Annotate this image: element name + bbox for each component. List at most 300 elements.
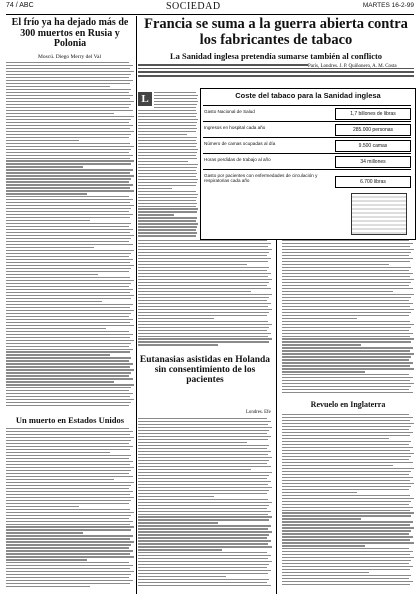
body-text-line — [6, 485, 131, 486]
main-article-byline: París, Londres. J. P. Quiñonero, A. M. Costa — [308, 64, 397, 69]
body-text-line — [138, 448, 267, 449]
body-text-line — [6, 381, 114, 382]
body-text-line — [6, 482, 134, 483]
body-text-line — [138, 451, 271, 452]
body-text-line — [6, 214, 133, 215]
body-text-line — [138, 534, 269, 535]
body-text-line — [6, 229, 133, 230]
body-text-line — [6, 95, 133, 96]
body-text-line — [6, 529, 131, 530]
body-text-line — [282, 309, 414, 310]
body-text-line — [282, 273, 413, 274]
row-value: 34 millones — [335, 156, 411, 168]
body-text-line — [6, 515, 131, 516]
column-rule — [136, 16, 137, 594]
body-text-line — [282, 344, 361, 345]
body-text-line — [6, 390, 129, 391]
body-text-line — [282, 539, 410, 540]
body-text-line — [138, 427, 272, 428]
body-text-line — [282, 420, 410, 421]
main-article-title: Francia se suma a la guerra abierta contra los fabricantes de tabaco — [144, 16, 408, 48]
body-text-line — [138, 573, 268, 574]
body-text-line — [282, 362, 413, 363]
body-text-line — [6, 140, 79, 141]
body-text-line — [6, 160, 134, 161]
body-text-line — [138, 134, 187, 135]
body-text-line — [6, 289, 133, 290]
body-text-line — [6, 137, 129, 138]
body-text-line — [282, 347, 413, 348]
body-text-line — [138, 300, 267, 301]
body-text-line — [138, 279, 272, 280]
second-article-body — [138, 418, 272, 590]
body-text-line — [282, 515, 411, 516]
body-text-line — [6, 146, 134, 147]
body-text-line — [6, 310, 134, 311]
issue-date: MARTES 16-2-99 — [362, 2, 414, 9]
body-text-line — [138, 493, 267, 494]
body-text-line — [6, 110, 133, 111]
body-text-line — [138, 211, 197, 212]
left-article-title: El frío ya ha dejado más de 300 muertos en Rusia y Polonia — [11, 17, 129, 49]
body-text-line — [6, 568, 130, 569]
body-text-line — [282, 507, 413, 508]
body-text-line — [282, 486, 411, 487]
body-text-line — [282, 392, 413, 393]
body-text-line — [282, 447, 413, 448]
body-text-line — [6, 107, 129, 108]
body-text-line — [282, 356, 411, 357]
body-text-line — [6, 334, 133, 335]
row-value: 1,7 billones de libras — [335, 108, 411, 120]
body-text-line — [6, 238, 131, 239]
body-text-line — [138, 270, 267, 271]
body-text-line — [138, 570, 271, 571]
body-text-line — [282, 264, 389, 265]
body-text-line — [138, 522, 218, 523]
body-text-line — [138, 173, 197, 174]
body-text-line — [282, 371, 365, 372]
body-text-line — [138, 119, 198, 120]
table-title: Coste del tabaco para la Sanidad inglesa — [235, 91, 381, 100]
body-text-line — [138, 161, 188, 162]
body-text-line — [6, 172, 130, 173]
right-subhead: Revuelo en Inglaterra — [310, 400, 386, 409]
body-text-line — [6, 538, 130, 539]
body-text-line — [282, 584, 410, 585]
body-text-line — [6, 473, 129, 474]
body-text-line — [138, 273, 271, 274]
body-text-line — [6, 405, 129, 406]
body-text-line — [282, 483, 414, 484]
body-text-line — [138, 131, 196, 132]
body-text-line — [138, 433, 267, 434]
body-text-line — [6, 166, 83, 167]
body-text-line — [138, 558, 268, 559]
body-text-line — [6, 467, 134, 468]
body-text-line — [282, 330, 409, 331]
body-text-line — [282, 450, 410, 451]
body-text-line — [138, 229, 196, 230]
body-text-line — [6, 458, 129, 459]
right-article-body — [282, 414, 414, 590]
body-text-line — [6, 443, 129, 444]
body-text-line — [6, 437, 134, 438]
body-text-line — [6, 340, 134, 341]
body-text-line — [6, 92, 129, 93]
body-text-line — [6, 89, 131, 90]
body-text-line — [138, 445, 269, 446]
body-text-line — [138, 511, 271, 512]
body-text-line — [6, 363, 133, 364]
body-text-line — [138, 519, 269, 520]
body-text-line — [138, 341, 269, 342]
body-text-line — [282, 459, 409, 460]
body-text-line — [282, 324, 414, 325]
body-text-line — [6, 357, 131, 358]
body-text-line — [282, 444, 409, 445]
body-text-line — [138, 170, 196, 171]
body-text-line — [138, 167, 197, 168]
body-text-line — [6, 378, 133, 379]
body-text-line — [6, 116, 134, 117]
body-text-line — [6, 571, 134, 572]
body-text-line — [138, 555, 271, 556]
row-label: Horas perdidas de trabajo al año — [204, 157, 271, 162]
body-text-line — [138, 505, 269, 506]
body-text-line — [6, 331, 129, 332]
body-text-line — [6, 461, 133, 462]
body-text-line — [138, 582, 267, 583]
body-text-line — [6, 526, 134, 527]
body-text-line — [6, 190, 134, 191]
body-text-line — [282, 359, 409, 360]
body-text-line — [154, 95, 198, 96]
body-text-line — [138, 531, 272, 532]
body-text-line — [282, 510, 410, 511]
body-text-line — [6, 325, 134, 326]
body-text-line — [6, 479, 114, 480]
body-text-line — [6, 74, 131, 75]
body-text-line — [6, 247, 94, 248]
body-text-line — [138, 185, 196, 186]
body-text-line — [154, 104, 197, 105]
body-text-line — [138, 324, 272, 325]
body-text-line — [6, 524, 130, 525]
body-text-line — [138, 220, 196, 221]
section-name: SOCIEDAD — [166, 1, 221, 12]
body-text-line — [6, 464, 130, 465]
body-text-line — [6, 292, 130, 293]
body-text-line — [138, 200, 196, 201]
body-text-line — [282, 536, 413, 537]
body-text-line — [138, 502, 272, 503]
body-text-line — [138, 232, 197, 233]
body-text-line — [154, 107, 196, 108]
body-text-line — [138, 203, 197, 204]
body-text-line — [138, 564, 269, 565]
body-text-line — [6, 319, 133, 320]
body-text-line — [6, 202, 130, 203]
body-text-line — [282, 258, 413, 259]
main-article-subtitle: La Sanidad inglesa pretendía sumarse también al conflicto — [169, 51, 383, 61]
body-text-line — [138, 110, 196, 111]
body-text-line — [282, 575, 411, 576]
row-label: Número de camas ocupadas al día — [204, 141, 276, 146]
body-text-line — [138, 344, 218, 345]
body-text-line — [6, 149, 131, 150]
body-text-line — [6, 431, 133, 432]
body-text-line — [282, 282, 411, 283]
body-text-line — [138, 249, 272, 250]
body-text-line — [282, 285, 409, 286]
body-text-line — [138, 223, 198, 224]
body-text-line — [138, 143, 197, 144]
body-text-line — [138, 537, 267, 538]
body-text-line — [138, 122, 197, 123]
body-text-line — [138, 226, 197, 227]
body-text-line — [6, 509, 130, 510]
body-text-line — [282, 318, 357, 319]
body-text-line — [6, 295, 134, 296]
body-text-line — [6, 369, 134, 370]
body-text-line — [6, 360, 129, 361]
body-text-line — [6, 428, 129, 429]
body-text-line — [282, 521, 413, 522]
body-text-line — [282, 297, 411, 298]
body-text-line — [6, 337, 130, 338]
body-text-line — [138, 179, 198, 180]
body-text-line — [6, 125, 133, 126]
table-row — [203, 105, 411, 120]
body-text-line — [154, 92, 196, 93]
body-text-line — [6, 384, 134, 385]
body-text-line — [6, 455, 131, 456]
body-text-line — [138, 439, 268, 440]
body-text-line — [138, 472, 272, 473]
body-text-line — [282, 333, 413, 334]
body-text-line — [138, 255, 267, 256]
body-text-line — [6, 580, 133, 581]
body-text-line — [6, 143, 130, 144]
body-text-line — [6, 280, 134, 281]
body-text-line — [282, 315, 409, 316]
page-header — [6, 2, 414, 15]
body-text-line — [6, 223, 131, 224]
body-text-line — [138, 567, 267, 568]
body-text-line — [6, 65, 133, 66]
body-text-line — [282, 560, 411, 561]
body-text-line — [138, 508, 267, 509]
body-text-line — [138, 418, 267, 419]
body-text-line — [6, 80, 133, 81]
body-text-line — [138, 208, 198, 209]
body-text-line — [154, 98, 197, 99]
body-text-line — [138, 546, 272, 547]
body-text-line — [6, 178, 131, 179]
body-text-line — [138, 252, 269, 253]
body-text-line — [138, 318, 214, 319]
body-text-line — [282, 545, 365, 546]
body-text-line — [282, 365, 410, 366]
body-text-line — [6, 199, 133, 200]
body-text-line — [282, 377, 413, 378]
body-text-line — [282, 243, 413, 244]
body-text-line — [6, 343, 131, 344]
body-text-line — [282, 462, 413, 463]
body-text-line — [282, 353, 414, 354]
body-text-line — [6, 328, 106, 329]
body-text-line — [6, 169, 133, 170]
body-text-line — [138, 466, 271, 467]
body-text-line — [282, 518, 361, 519]
body-text-line — [282, 336, 410, 337]
body-text-line — [282, 489, 409, 490]
body-text-line — [282, 374, 409, 375]
body-text-line — [282, 465, 393, 466]
body-text-line — [138, 585, 271, 586]
body-text-line — [6, 500, 131, 501]
body-text-line — [282, 495, 410, 496]
body-text-line — [282, 524, 410, 525]
body-text-line — [6, 562, 129, 563]
body-text-line — [138, 576, 226, 577]
row-value: 6.700 libras — [335, 176, 411, 188]
body-text-line — [6, 313, 131, 314]
body-text-line — [282, 368, 414, 369]
body-text-line — [138, 214, 174, 215]
main-article-body-3 — [138, 240, 272, 350]
body-text-line — [138, 312, 269, 313]
row-label: Gasto por pacientes con enfermedades de circulación y respiratorias cada año — [204, 173, 318, 183]
body-text-line — [138, 243, 271, 244]
body-text-line — [282, 306, 410, 307]
body-text-line — [138, 338, 272, 339]
body-text-line — [6, 518, 129, 519]
body-text-line — [6, 541, 134, 542]
body-text-line — [138, 333, 271, 334]
body-text-line — [138, 288, 271, 289]
body-text-line — [138, 442, 247, 443]
body-text-line — [138, 330, 267, 331]
body-text-line — [6, 259, 133, 260]
body-text-line — [6, 503, 129, 504]
main-article-body — [154, 92, 198, 112]
main-article-body-2 — [138, 110, 198, 240]
body-text-line — [6, 205, 134, 206]
left-article-byline: Moscú. Diego Merry del Val — [38, 54, 101, 60]
body-text-line — [282, 294, 414, 295]
body-text-line — [138, 579, 269, 580]
body-text-line — [6, 298, 131, 299]
body-text-line — [282, 327, 411, 328]
body-text-line — [138, 543, 268, 544]
body-text-line — [282, 341, 411, 342]
table-row — [203, 153, 411, 168]
body-text-line — [282, 249, 414, 250]
body-text-line — [6, 547, 129, 548]
body-text-line — [138, 128, 197, 129]
body-text-line — [138, 176, 196, 177]
body-text-line — [282, 276, 410, 277]
row-label: Ingresos en hospital cada año — [204, 125, 266, 130]
body-text-line — [282, 474, 409, 475]
body-text-line — [282, 441, 411, 442]
body-text-line — [6, 402, 131, 403]
body-text-line — [6, 83, 130, 84]
body-text-line — [282, 300, 409, 301]
body-text-line — [6, 71, 134, 72]
body-text-line — [138, 282, 269, 283]
body-text-line — [282, 456, 411, 457]
body-text-line — [6, 226, 129, 227]
body-text-line — [282, 542, 414, 543]
body-text-line — [138, 164, 198, 165]
body-text-line — [282, 569, 410, 570]
body-text-line — [154, 101, 198, 102]
body-text-line — [6, 521, 133, 522]
body-text-line — [138, 267, 269, 268]
body-text-line — [6, 163, 131, 164]
body-text-line — [6, 553, 130, 554]
body-text-line — [6, 119, 131, 120]
body-text-line — [138, 206, 196, 207]
body-text-line — [6, 351, 130, 352]
body-text-line — [282, 453, 414, 454]
body-text-line — [6, 497, 134, 498]
body-text-line — [6, 446, 133, 447]
body-text-line — [6, 187, 130, 188]
body-text-line — [6, 574, 131, 575]
body-text-line — [138, 309, 272, 310]
body-text-line — [138, 490, 269, 491]
body-text-line — [282, 389, 409, 390]
body-text-line — [138, 454, 268, 455]
body-text-line — [6, 491, 133, 492]
body-text-line — [6, 155, 133, 156]
body-text-line — [6, 175, 134, 176]
second-article-place: Londres. Efe — [246, 410, 271, 415]
body-text-line — [138, 552, 267, 553]
body-text-line — [6, 476, 133, 477]
body-text-line — [6, 122, 129, 123]
body-text-line — [138, 487, 272, 488]
body-text-line — [282, 530, 411, 531]
body-text-line — [6, 268, 131, 269]
body-text-line — [282, 386, 411, 387]
page-number: 74 / ABC — [6, 2, 34, 9]
body-text-line — [282, 312, 411, 313]
main-article-body-right — [282, 240, 414, 396]
body-text-line — [6, 452, 110, 453]
body-text-line — [138, 457, 272, 458]
body-text-line — [6, 62, 129, 63]
body-text-line — [6, 494, 130, 495]
body-text-line — [6, 387, 131, 388]
body-text-line — [282, 252, 411, 253]
body-text-line — [282, 566, 413, 567]
body-text-line — [6, 158, 130, 159]
body-text-line — [282, 380, 410, 381]
body-text-line — [138, 113, 197, 114]
body-text-line — [138, 240, 267, 241]
body-text-line — [282, 563, 409, 564]
body-text-line — [138, 321, 268, 322]
body-text-line — [282, 480, 410, 481]
body-text-line — [138, 549, 222, 550]
body-text-line — [138, 484, 268, 485]
body-text-line — [6, 565, 133, 566]
